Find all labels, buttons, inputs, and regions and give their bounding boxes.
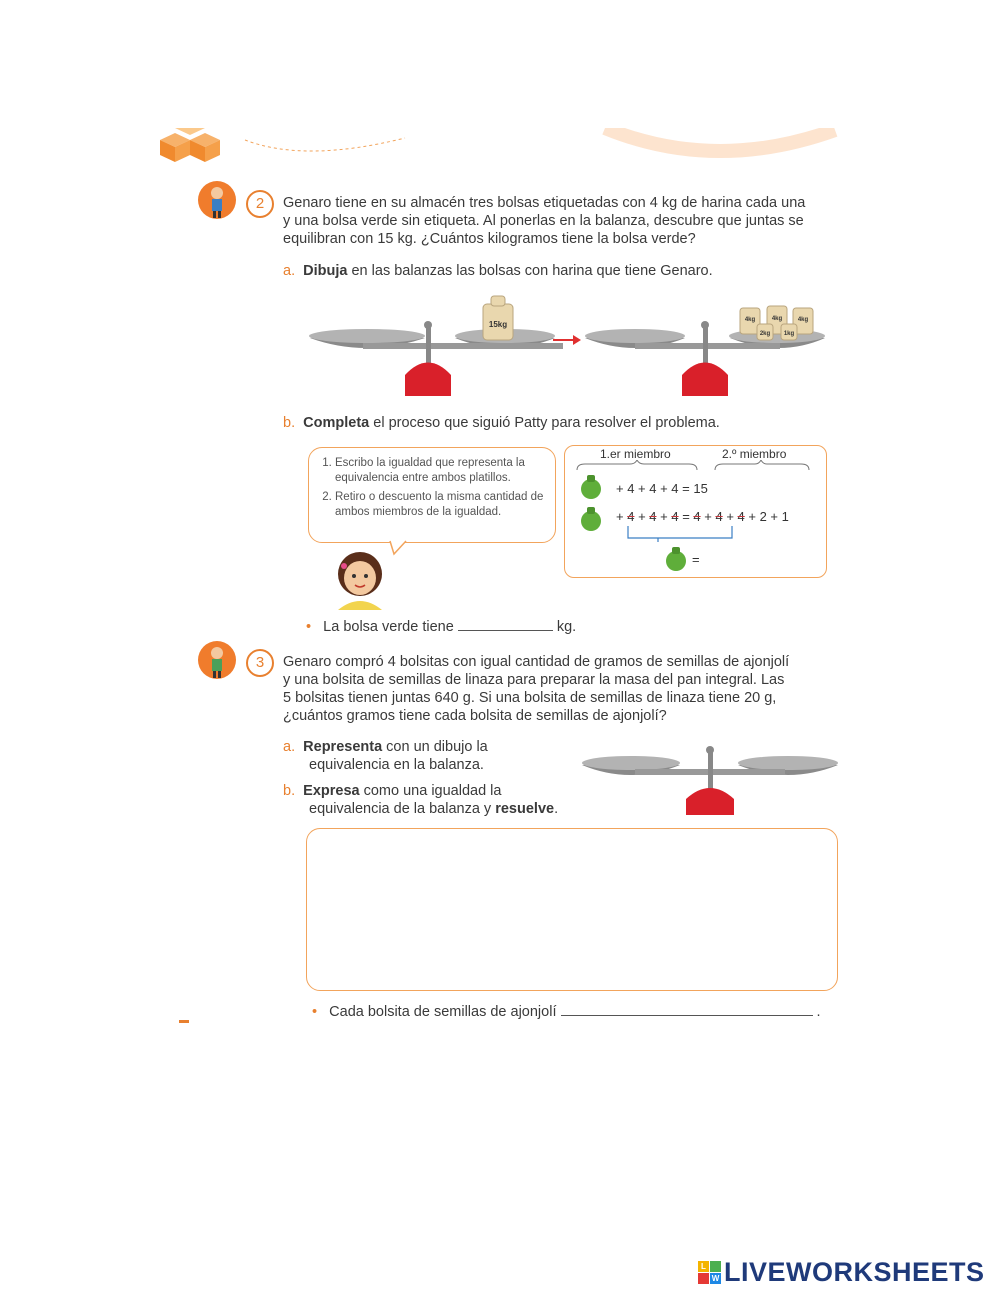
statement-line: 5 bolsitas tienen juntas 640 g. Si una bolsita de semillas de linaza tiene 20 g, xyxy=(283,690,777,706)
statement-line: y una bolsita de semillas de linaza para preparar la masa del pan integral. Las xyxy=(283,672,785,688)
bag-label: 2kg xyxy=(759,331,771,337)
bubble-tail xyxy=(388,540,412,556)
second-member-label: 2.º miembro xyxy=(722,447,787,461)
item-letter: b. xyxy=(283,783,296,799)
crossed-out-term: 4 xyxy=(715,509,723,524)
instruction-verb: resuelve xyxy=(495,801,555,817)
instruction-text: el proceso que siguió Patty para resolver el problema. xyxy=(369,415,720,431)
problem-number-badge: 3 xyxy=(246,649,274,677)
problem-number-badge: 2 xyxy=(246,190,274,218)
bag-label: 4kg xyxy=(744,317,756,323)
item-letter: a. xyxy=(283,739,296,755)
answer-suffix: . xyxy=(816,1004,821,1020)
crossed-out-term: 4 xyxy=(693,509,701,524)
first-member-label: 1.er miembro xyxy=(600,447,671,461)
header-decoration xyxy=(155,128,845,168)
statement-line: y una bolsa verde sin etiqueta. Al ponerlas en la balanza, descubre que juntas se xyxy=(283,213,804,229)
bag-label: 1kg xyxy=(783,331,795,337)
genaro-avatar xyxy=(198,641,236,679)
crossed-out-term: 4 xyxy=(627,509,635,524)
instruction-text: en las balanzas las bolsas con harina que tiene Genaro. xyxy=(347,263,713,279)
statement-line: Genaro tiene en su almacén tres bolsas etiquetadas con 4 kg de harina cada una xyxy=(283,195,806,211)
patty-girl-illustration xyxy=(330,548,390,610)
eq-token: + 2 + 1 xyxy=(744,509,789,524)
instruction-3b xyxy=(283,782,558,818)
statement-line: ¿cuántos gramos tiene cada bolsita de semillas de ajonjolí? xyxy=(283,708,667,724)
answer-prefix: La bolsa verde tiene xyxy=(323,619,454,635)
crossed-out-term: 4 xyxy=(671,509,679,524)
brand-name: LIVEWORKSHEETS xyxy=(724,1257,985,1287)
blue-connector-bracket xyxy=(626,524,766,542)
answer-suffix: kg. xyxy=(556,619,577,635)
eq-token: + xyxy=(634,509,650,524)
equation-line-1: + 4 + 4 + 4 = 15 xyxy=(616,481,708,496)
item-letter: b. xyxy=(283,415,296,431)
problem-2-answer xyxy=(306,618,576,636)
eq-token: = xyxy=(678,509,694,524)
logo-icon xyxy=(698,1261,721,1284)
instruction-text: como una igualdad la xyxy=(359,783,502,799)
problem-2-statement xyxy=(283,194,843,248)
crossed-out-term: 4 xyxy=(737,509,745,524)
right-balance-scale xyxy=(585,306,825,396)
bullet-icon: • xyxy=(312,1004,318,1020)
instruction-verb: Representa xyxy=(303,739,383,755)
instruction-text: equivalencia en la balanza. xyxy=(309,757,484,773)
work-area-box[interactable] xyxy=(306,828,838,991)
eq-token: + xyxy=(700,509,716,524)
patty-speech-bubble xyxy=(308,447,556,543)
bag-label: 15kg xyxy=(488,320,508,329)
process-step: 1. Escribo la igualdad que representa la equivalencia entre ambos platillos. xyxy=(335,456,545,486)
bullet-icon: • xyxy=(306,619,312,635)
green-bag-icon xyxy=(579,505,603,531)
problem-3-answer xyxy=(312,1003,821,1021)
flour-bag-15kg-icon xyxy=(483,296,513,340)
green-bag-icon xyxy=(579,473,603,499)
balance-scales-illustration xyxy=(305,290,830,400)
logo-letter: L xyxy=(698,1261,709,1272)
instruction-verb: Dibuja xyxy=(303,263,348,279)
answer-blank-grams[interactable] xyxy=(561,1015,813,1016)
left-balance-scale xyxy=(309,296,563,396)
eq-token: + xyxy=(616,509,628,524)
eq-token: + xyxy=(722,509,738,524)
eq-token: + xyxy=(656,509,672,524)
problem-3-statement xyxy=(283,653,843,725)
bag-label: 4kg xyxy=(797,317,809,323)
empty-balance-scale xyxy=(580,743,840,817)
instruction-text: . xyxy=(554,801,559,817)
equation-line-2 xyxy=(616,509,789,524)
green-bag-icon xyxy=(664,545,688,571)
statement-line: Genaro compró 4 bolsitas con igual cantidad de gramos de semillas de ajonjolí xyxy=(283,654,790,670)
answer-blank-kg[interactable] xyxy=(458,630,553,631)
instruction-verb: Expresa xyxy=(303,783,360,799)
instruction-text: equivalencia de la balanza y xyxy=(309,801,496,817)
liveworksheets-logo xyxy=(698,1257,985,1288)
crossed-out-term: 4 xyxy=(649,509,657,524)
statement-line: equilibran con 15 kg. ¿Cuántos kilogramos tiene la bolsa verde? xyxy=(283,231,696,247)
instruction-a xyxy=(283,262,713,280)
instruction-3a xyxy=(283,738,488,774)
cube-stack-icon xyxy=(160,128,220,162)
page-corner-mark xyxy=(179,1020,189,1023)
genaro-avatar xyxy=(198,181,236,219)
instruction-b xyxy=(283,414,720,432)
equation-line-3: = xyxy=(692,552,700,567)
instruction-text: con un dibujo la xyxy=(382,739,488,755)
member-braces xyxy=(575,460,815,472)
bag-label: 4kg xyxy=(771,316,783,322)
process-step: 2. Retiro o descuento la misma cantidad de ambos miembros de la igualdad. xyxy=(335,490,545,520)
logo-letter: W xyxy=(711,1274,720,1283)
item-letter: a. xyxy=(283,263,296,279)
instruction-verb: Completa xyxy=(303,415,370,431)
answer-prefix: Cada bolsita de semillas de ajonjolí xyxy=(329,1004,557,1020)
